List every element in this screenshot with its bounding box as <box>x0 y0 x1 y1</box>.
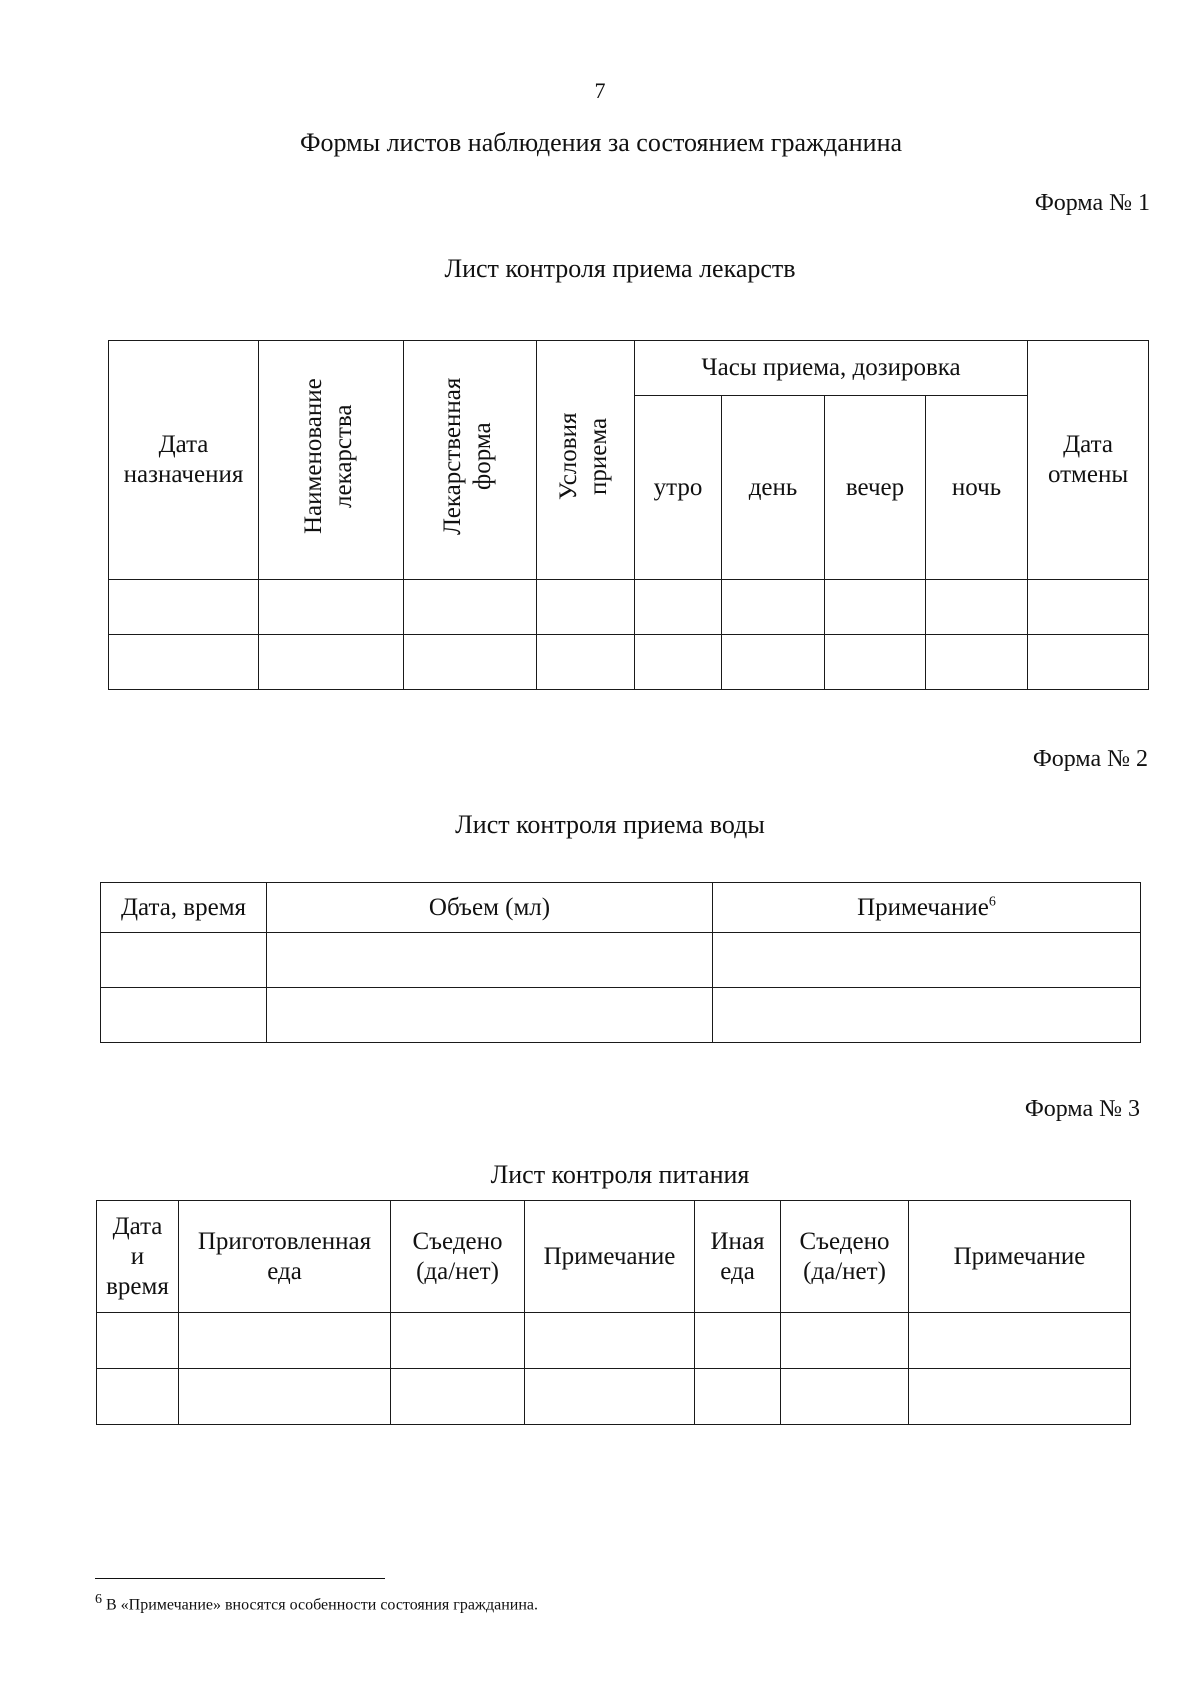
table-cell[interactable] <box>713 933 1141 988</box>
table-row <box>101 933 1141 988</box>
table-cell[interactable] <box>1028 635 1149 690</box>
table-cell[interactable] <box>109 580 259 635</box>
form3-label: Форма № 3 <box>1024 1096 1140 1122</box>
table-cell[interactable] <box>101 933 267 988</box>
header-date-assigned: Дата назначения <box>109 341 259 580</box>
header-datetime: Дата и время <box>97 1201 179 1313</box>
table-cell[interactable] <box>97 1313 179 1369</box>
footnote-text: В «Примечание» вносятся особенности состояния гражданина. <box>102 1596 538 1614</box>
header-prepared-food: Приготовленная еда <box>179 1201 391 1313</box>
table-cell[interactable] <box>97 1369 179 1425</box>
table-cell[interactable] <box>391 1313 525 1369</box>
form3-title: Лист контроля питания <box>490 1160 750 1189</box>
table-cell[interactable] <box>525 1369 695 1425</box>
footnote-number: 6 <box>95 1592 102 1607</box>
table-cell[interactable] <box>635 580 722 635</box>
header-note: Примечание <box>525 1201 695 1313</box>
header-other-food: Иная еда <box>695 1201 781 1313</box>
footnote <box>95 1592 538 1614</box>
table-cell[interactable] <box>267 933 713 988</box>
header-drug-name: Наименование лекарства <box>259 341 404 580</box>
header-drug-form: Лекарственная форма <box>404 341 537 580</box>
table-row <box>109 635 1149 690</box>
header-note-other: Примечание <box>909 1201 1131 1313</box>
table-cell[interactable] <box>909 1313 1131 1369</box>
table-cell[interactable] <box>537 580 635 635</box>
table-cell[interactable] <box>722 580 825 635</box>
header-note: Примечание$^6$ <box>713 883 1141 933</box>
header-eaten-other: Съедено (да/нет) <box>781 1201 909 1313</box>
table-cell[interactable] <box>635 635 722 690</box>
table-cell[interactable] <box>267 988 713 1043</box>
page-title: Формы листов наблюдения за состоянием гражданина <box>300 128 903 157</box>
nutrition-control-table <box>96 1200 1131 1425</box>
table-row <box>109 580 1149 635</box>
table-cell[interactable] <box>537 635 635 690</box>
header-date-cancelled: Дата отмены <box>1028 341 1149 580</box>
footnote-divider <box>95 1578 385 1579</box>
table-row <box>101 988 1141 1043</box>
header-morning: утро <box>635 396 722 580</box>
water-control-table <box>100 882 1141 1043</box>
table-cell[interactable] <box>909 1369 1131 1425</box>
table-row <box>97 1369 1131 1425</box>
form2-label: Форма № 2 <box>1032 746 1148 772</box>
table-cell[interactable] <box>525 1313 695 1369</box>
table-cell[interactable] <box>404 580 537 635</box>
table-cell[interactable] <box>101 988 267 1043</box>
table-cell[interactable] <box>926 580 1028 635</box>
table-cell[interactable] <box>781 1313 909 1369</box>
table-row <box>97 1313 1131 1369</box>
table-cell[interactable] <box>825 635 926 690</box>
table-cell[interactable] <box>259 635 404 690</box>
form1-label: Форма № 1 <box>1034 190 1150 216</box>
table-cell[interactable] <box>926 635 1028 690</box>
page-number: 7 <box>594 78 606 103</box>
form2-title: Лист контроля приема воды <box>455 810 765 839</box>
table-cell[interactable] <box>179 1313 391 1369</box>
table-cell[interactable] <box>713 988 1141 1043</box>
table-cell[interactable] <box>179 1369 391 1425</box>
header-night: ночь <box>926 396 1028 580</box>
header-evening: вечер <box>825 396 926 580</box>
header-eaten: Съедено (да/нет) <box>391 1201 525 1313</box>
table-cell[interactable] <box>695 1369 781 1425</box>
header-conditions: Условия приема <box>537 341 635 580</box>
table-cell[interactable] <box>259 580 404 635</box>
table-cell[interactable] <box>825 580 926 635</box>
form1-title: Лист контроля приема лекарств <box>444 254 796 283</box>
header-volume: Объем (мл) <box>267 883 713 933</box>
header-day: день <box>722 396 825 580</box>
table-cell[interactable] <box>1028 580 1149 635</box>
table-cell[interactable] <box>781 1369 909 1425</box>
medication-control-table <box>108 340 1149 690</box>
header-datetime: Дата, время <box>101 883 267 933</box>
footnote-ref: 6 <box>988 894 996 910</box>
table-cell[interactable] <box>404 635 537 690</box>
header-hours-dosage: Часы приема, дозировка <box>635 341 1028 396</box>
table-cell[interactable] <box>109 635 259 690</box>
table-cell[interactable] <box>695 1313 781 1369</box>
table-cell[interactable] <box>391 1369 525 1425</box>
table-cell[interactable] <box>722 635 825 690</box>
